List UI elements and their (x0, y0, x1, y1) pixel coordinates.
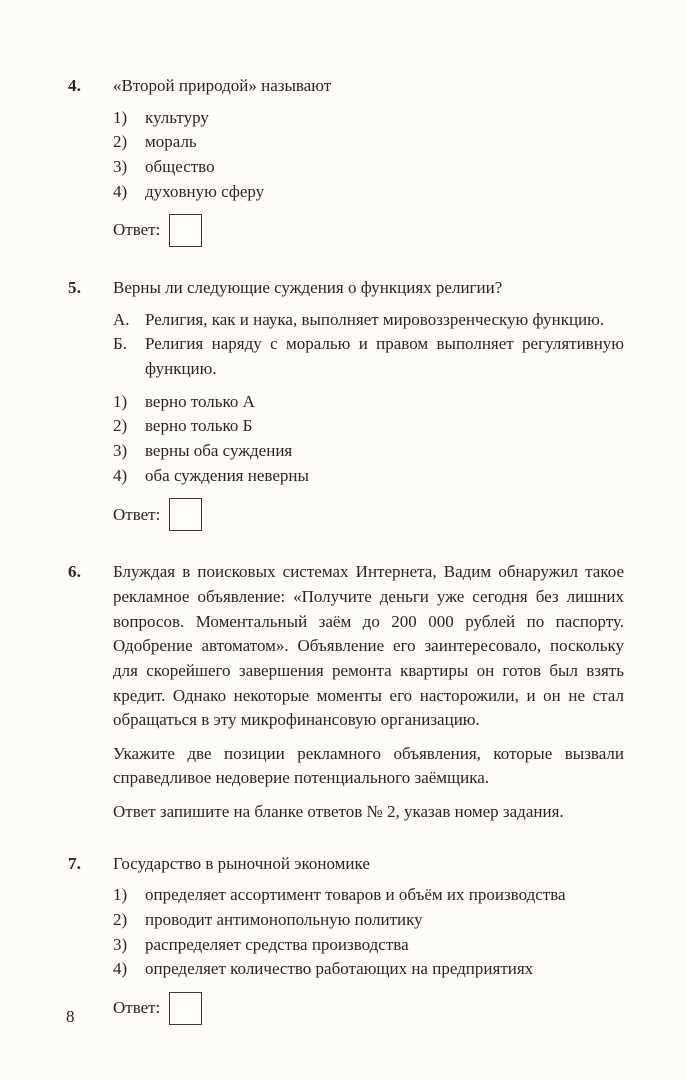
option-number: 2) (113, 416, 128, 436)
option-row (113, 130, 624, 155)
statement-row (113, 332, 624, 381)
answer-row (113, 214, 624, 247)
option-text: мораль (145, 132, 197, 152)
question-paragraph: Укажите две позиции рекламного объявления, которые вызвали справедливое недоверие потенциального заёмщика. (113, 743, 624, 788)
option-row (113, 883, 624, 908)
statements-list (113, 308, 624, 382)
options-list (113, 883, 624, 982)
option-text: верны оба суждения (145, 441, 293, 461)
answer-box-question-5[interactable] (169, 498, 202, 531)
answer-row (113, 992, 624, 1025)
statement-letter: Б. (113, 334, 128, 354)
statement-text: Религия наряду с моралью и правом выполняет регулятивную функцию. (145, 334, 624, 379)
options-list (113, 390, 624, 489)
statement-row (113, 308, 624, 333)
option-number: 4) (113, 465, 128, 485)
option-number: 4) (113, 181, 128, 201)
answer-label: Ответ: (113, 220, 161, 240)
option-row (113, 957, 624, 982)
answer-box-question-4[interactable] (169, 214, 202, 247)
option-text: духовную сферу (145, 181, 265, 201)
option-text: оба суждения неверны (145, 465, 309, 485)
statement-letter: А. (113, 309, 130, 329)
option-number: 2) (113, 910, 128, 930)
option-row (113, 155, 624, 180)
option-text: культуру (145, 107, 209, 127)
option-number: 3) (113, 156, 128, 176)
question-paragraph: Блуждая в поисковых системах Интернета, Вадим обнаружил такое рекламное объявление: «Получите деньги уже сегодня без лишних вопросов. Моментальный заём до 200 000 рублей по паспорту. Одобрение автоматом». Объявление его заинтересовало, поскольку для скорейшего завершения ремонта квартиры он готов был взять кредит. Однако некоторые моменты его насторожили, и он не стал обращаться в эту микрофинансовую организацию. (113, 562, 624, 730)
question-6 (68, 560, 624, 824)
answer-box-question-7[interactable] (169, 992, 202, 1025)
question-number: 4. (68, 76, 82, 95)
question-4 (68, 74, 624, 249)
option-row (113, 180, 624, 205)
question-title: Верны ли следующие суждения о функциях религии? (113, 278, 503, 298)
option-text: верно только А (145, 391, 255, 411)
option-row (113, 464, 624, 489)
option-text: определяет ассортимент товаров и объём их производства (145, 885, 566, 905)
option-text: определяет количество работающих на предприятиях (145, 959, 534, 979)
page-number: 8 (66, 1007, 75, 1027)
option-text: верно только Б (145, 416, 253, 436)
statement-text: Религия, как и наука, выполняет мировоззренческую функцию. (145, 309, 605, 329)
question-5 (68, 276, 624, 533)
answer-row (113, 498, 624, 531)
option-text: общество (145, 156, 215, 176)
question-number: 5. (68, 278, 82, 298)
question-title: «Второй природой» называют (113, 76, 332, 95)
option-number: 2) (113, 132, 128, 152)
question-paragraph: Ответ запишите на бланке ответов № 2, указав номер задания. (113, 802, 564, 822)
option-text: распределяет средства производства (145, 934, 409, 954)
option-row (113, 933, 624, 958)
answer-label: Ответ: (113, 504, 161, 524)
option-text: проводит антимонопольную политику (145, 910, 423, 930)
option-number: 1) (113, 107, 128, 127)
option-number: 4) (113, 959, 128, 979)
option-row (113, 390, 624, 415)
option-number: 3) (113, 441, 128, 461)
option-number: 1) (113, 391, 128, 411)
option-row (113, 414, 624, 439)
question-title: Государство в рыночной экономике (113, 853, 370, 873)
option-row (113, 439, 624, 464)
option-number: 3) (113, 934, 128, 954)
question-7 (68, 852, 624, 1027)
option-row (113, 908, 624, 933)
option-number: 1) (113, 885, 128, 905)
question-number: 6. (68, 562, 82, 582)
option-row (113, 106, 624, 131)
answer-label: Ответ: (113, 998, 161, 1018)
options-list (113, 106, 624, 205)
question-number: 7. (68, 853, 82, 873)
